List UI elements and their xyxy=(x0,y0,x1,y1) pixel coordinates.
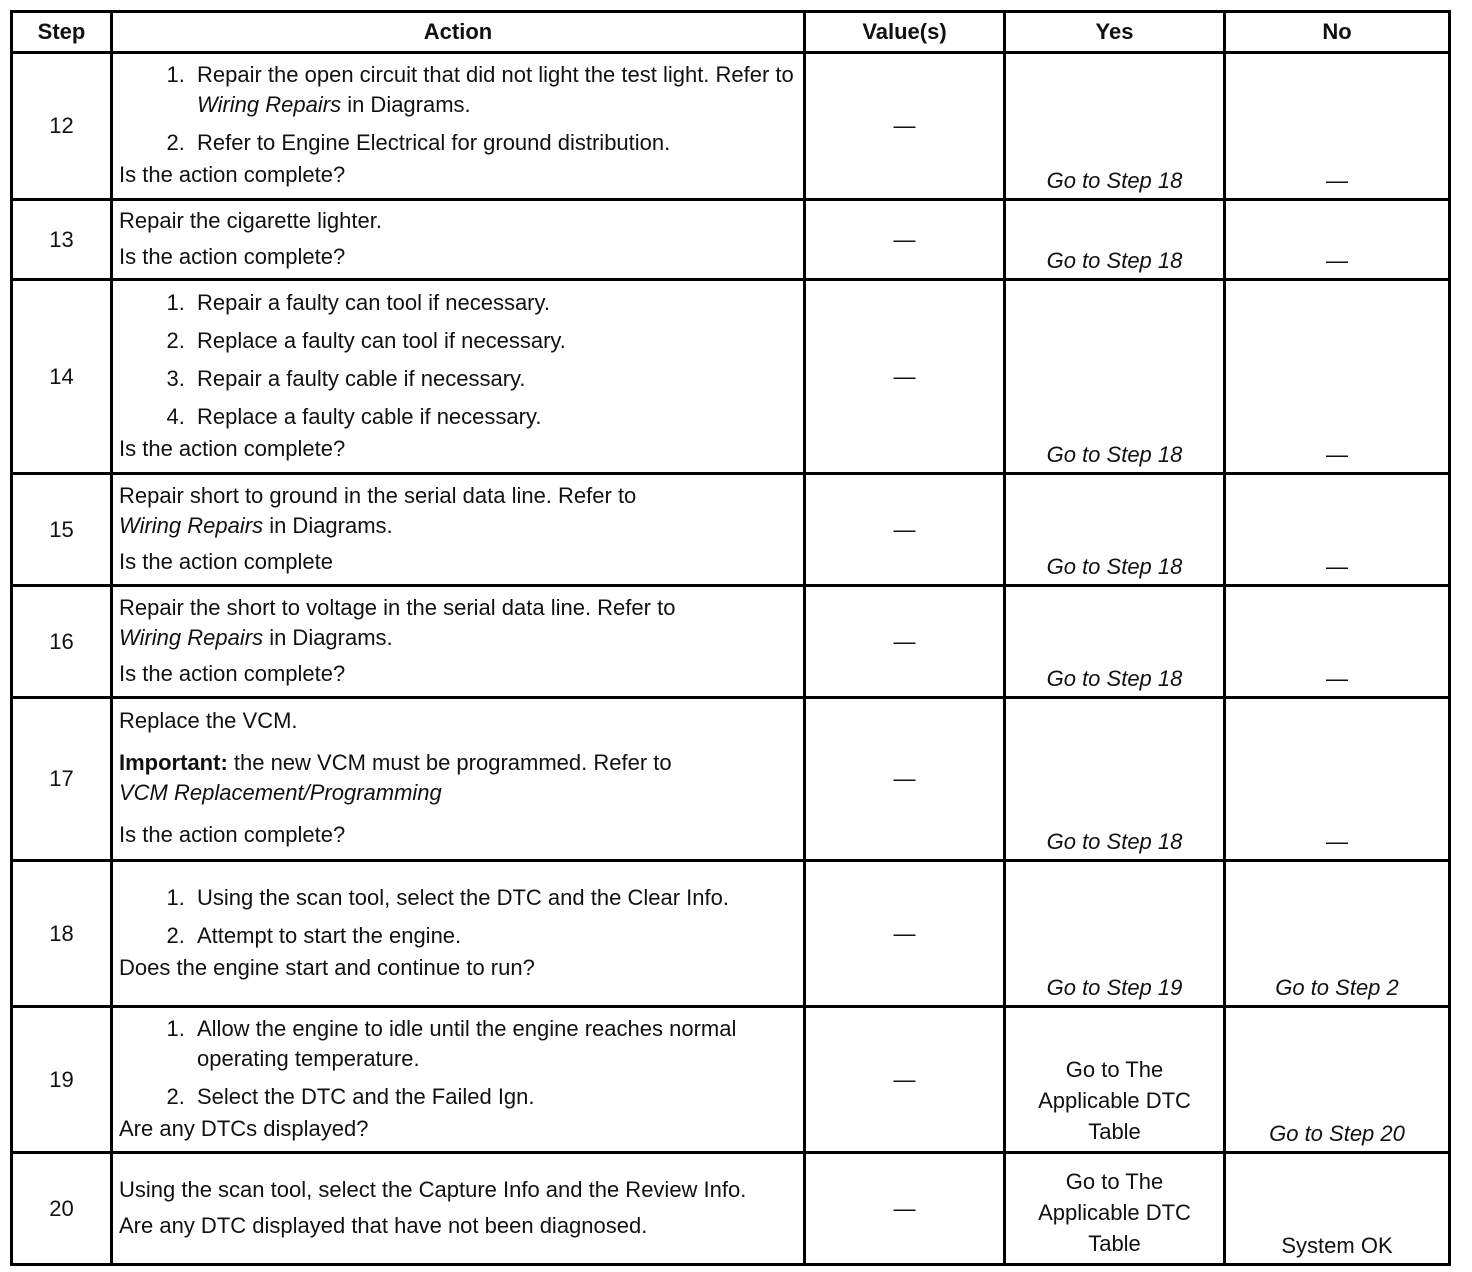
action-cell xyxy=(112,1007,805,1153)
important-note: Important: the new VCM must be programmed. Refer to VCM Replacement/Programming xyxy=(119,750,672,805)
step-number: 19 xyxy=(12,1007,112,1153)
action-cell xyxy=(112,861,805,1007)
action-question: Are any DTCs displayed? xyxy=(119,1115,369,1141)
step-number: 13 xyxy=(12,200,112,280)
no-cell: — xyxy=(1225,474,1450,586)
list-item: 2. Replace a faulty can tool if necessary. xyxy=(191,326,797,356)
yes-cell: Go to Step 18 xyxy=(1005,280,1225,474)
table-row xyxy=(12,1007,1450,1153)
header-values: Value(s) xyxy=(805,12,1005,53)
table-row xyxy=(12,698,1450,861)
action-question: Is the action complete? xyxy=(119,243,346,269)
yes-cell: Go to The Applicable DTC Table xyxy=(1005,1153,1225,1265)
table-row xyxy=(12,200,1450,280)
value-cell: — xyxy=(805,474,1005,586)
value-cell: — xyxy=(805,1007,1005,1153)
action-cell xyxy=(112,474,805,586)
action-question: Is the action complete xyxy=(119,548,334,574)
action-cell xyxy=(112,53,805,200)
yes-cell: Go to The Applicable DTC Table xyxy=(1005,1007,1225,1153)
list-item: 4. Replace a faulty cable if necessary. xyxy=(191,402,797,432)
action-list xyxy=(119,883,797,951)
step-number: 14 xyxy=(12,280,112,474)
no-cell: System OK xyxy=(1225,1153,1450,1265)
no-cell: — xyxy=(1225,698,1450,861)
value-cell: — xyxy=(805,1153,1005,1265)
step-number: 15 xyxy=(12,474,112,586)
action-text: Repair short to ground in the serial data line. Refer to Wiring Repairs in Diagrams. xyxy=(119,482,637,538)
yes-cell: Go to Step 18 xyxy=(1005,474,1225,586)
no-cell: — xyxy=(1225,200,1450,280)
action-cell xyxy=(112,1153,805,1265)
value-cell: — xyxy=(805,861,1005,1007)
list-item: 1. Repair the open circuit that did not light the test light. Refer to Wiring Repairs in Diagrams. xyxy=(191,60,797,120)
no-cell: Go to Step 20 xyxy=(1225,1007,1450,1153)
yes-cell: Go to Step 18 xyxy=(1005,200,1225,280)
table-row xyxy=(12,586,1450,698)
action-list xyxy=(119,60,797,158)
action-text: Repair the short to voltage in the serial data line. Refer to Wiring Repairs in Diagrams. xyxy=(119,594,676,650)
value-cell: — xyxy=(805,280,1005,474)
action-cell xyxy=(112,280,805,474)
list-item: 2. Select the DTC and the Failed Ign. xyxy=(191,1082,797,1112)
action-list xyxy=(119,1014,797,1112)
yes-cell: Go to Step 19 xyxy=(1005,861,1225,1007)
yes-cell: Go to Step 18 xyxy=(1005,586,1225,698)
no-cell: — xyxy=(1225,53,1450,200)
action-cell xyxy=(112,200,805,280)
step-number: 16 xyxy=(12,586,112,698)
no-cell: Go to Step 2 xyxy=(1225,861,1450,1007)
list-item: 2. Refer to Engine Electrical for ground distribution. xyxy=(191,128,797,158)
action-question: Is the action complete? xyxy=(119,660,346,686)
header-yes: Yes xyxy=(1005,12,1225,53)
table-row xyxy=(12,280,1450,474)
step-number: 20 xyxy=(12,1153,112,1265)
value-cell: — xyxy=(805,586,1005,698)
yes-cell: Go to Step 18 xyxy=(1005,698,1225,861)
no-cell: — xyxy=(1225,280,1450,474)
step-number: 17 xyxy=(12,698,112,861)
step-number: 18 xyxy=(12,861,112,1007)
list-item: 1. Using the scan tool, select the DTC and the Clear Info. xyxy=(191,883,797,913)
header-action: Action xyxy=(112,12,805,53)
table-row xyxy=(12,53,1450,200)
action-question: Is the action complete? xyxy=(119,162,346,187)
action-question: Is the action complete? xyxy=(119,822,346,847)
value-cell: — xyxy=(805,200,1005,280)
action-cell xyxy=(112,586,805,698)
procedure-table xyxy=(10,10,1451,1266)
action-list xyxy=(119,288,797,432)
header-row xyxy=(12,12,1450,53)
list-item: 3. Repair a faulty cable if necessary. xyxy=(191,364,797,394)
list-item: 2. Attempt to start the engine. xyxy=(191,921,797,951)
header-no: No xyxy=(1225,12,1450,53)
action-question: Are any DTC displayed that have not been diagnosed. xyxy=(119,1212,648,1238)
header-step: Step xyxy=(12,12,112,53)
yes-cell: Go to Step 18 xyxy=(1005,53,1225,200)
list-item: 1. Repair a faulty can tool if necessary. xyxy=(191,288,797,318)
list-item: 1. Allow the engine to idle until the engine reaches normal operating temperature. xyxy=(191,1014,797,1074)
no-cell: — xyxy=(1225,586,1450,698)
table-row xyxy=(12,861,1450,1007)
action-question: Is the action complete? xyxy=(119,435,346,461)
action-text: Using the scan tool, select the Capture Info and the Review Info. xyxy=(119,1176,747,1202)
action-cell xyxy=(112,698,805,861)
table-row xyxy=(12,1153,1450,1265)
action-question: Does the engine start and continue to run? xyxy=(119,954,535,980)
step-number: 12 xyxy=(12,53,112,200)
action-text: Repair the cigarette lighter. xyxy=(119,207,382,233)
action-text: Replace the VCM. xyxy=(119,708,298,733)
table-row xyxy=(12,474,1450,586)
value-cell: — xyxy=(805,53,1005,200)
value-cell: — xyxy=(805,698,1005,861)
